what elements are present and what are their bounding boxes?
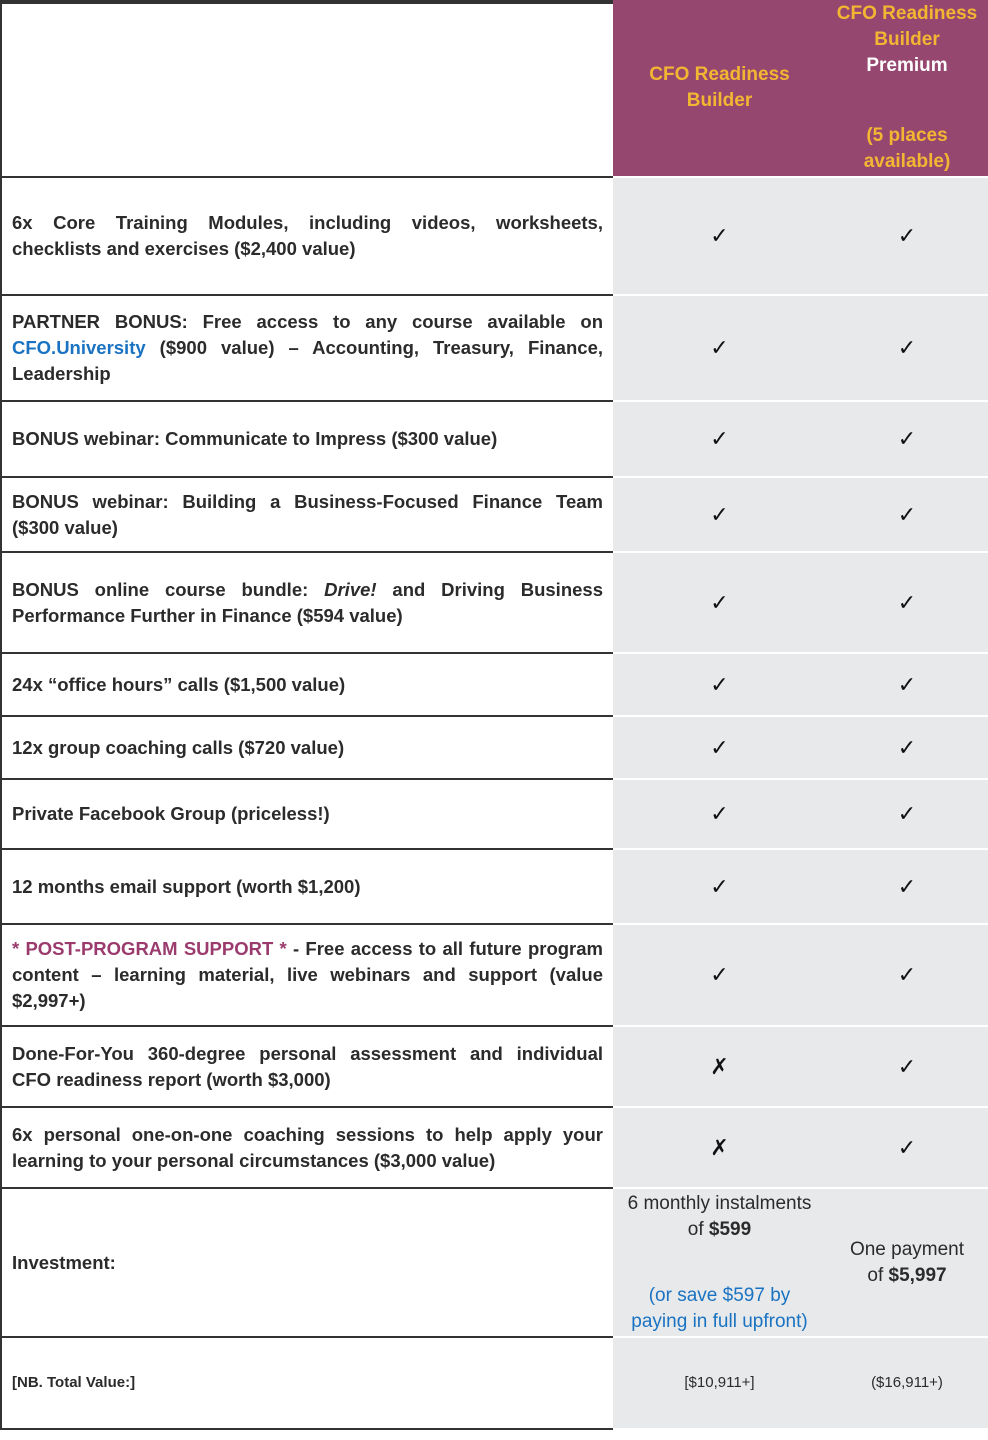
check-icon: ✓ — [897, 589, 917, 615]
feature-text: * POST-PROGRAM SUPPORT * — [12, 938, 287, 959]
plan-availability: (5 places available) — [863, 125, 951, 172]
savings-note: (or save $597 by paying in full upfront) — [631, 1284, 808, 1332]
standard-cell — [613, 478, 826, 553]
standard-cell — [613, 780, 826, 850]
total-value-row — [0, 1338, 988, 1430]
feature-cell — [0, 654, 613, 717]
cross-icon: ✗ — [710, 1134, 729, 1160]
cfo-university-link[interactable]: CFO.University — [12, 337, 146, 358]
feature-cell — [0, 178, 613, 296]
total-label: [NB. Total Value:] — [0, 1338, 613, 1430]
table-row — [0, 780, 988, 850]
check-icon: ✓ — [897, 962, 917, 987]
feature-text: 6x personal one-on-one coaching sessions to help apply your learning to your personal circumstances ($3,000 value) — [12, 1123, 603, 1171]
premium-cell — [826, 1027, 988, 1108]
feature-text: Private Facebook Group (priceless!) — [12, 803, 330, 824]
investment-label: Investment: — [0, 1189, 613, 1338]
header-plan-standard — [613, 0, 826, 178]
feature-cell — [0, 296, 613, 402]
feature-cell — [0, 1108, 613, 1189]
plan-tier: Premium — [866, 55, 948, 76]
feature-text: BONUS online course bundle: — [12, 578, 325, 600]
table-row — [0, 402, 988, 478]
check-icon: ✓ — [710, 426, 729, 451]
feature-text: 24x “office hours” calls ($1,500 value) — [12, 673, 346, 695]
check-icon: ✓ — [710, 501, 729, 527]
table-row — [0, 1108, 988, 1189]
feature-text: - Free access to all future program content – learning material, live webinars and support (value $2,997+) — [12, 938, 603, 1011]
feature-cell — [0, 717, 613, 780]
feature-cell — [0, 925, 613, 1027]
feature-cell — [0, 1027, 613, 1108]
premium-cell — [826, 553, 988, 654]
header-row — [0, 0, 988, 178]
table-row — [0, 553, 988, 654]
feature-text: PARTNER BONUS: Free access to any course available on — [12, 311, 603, 332]
investment-row — [0, 1189, 988, 1338]
feature-text: 12 months email support (worth $1,200) — [12, 875, 361, 897]
feature-text: 6x Core Training Modules, including videos, worksheets, checklists and exercises ($2,400 value) — [12, 212, 603, 259]
plan-name: CFO Readiness Builder — [649, 64, 790, 111]
check-icon: ✓ — [897, 671, 917, 697]
feature-text: BONUS webinar: Building a Business-Focused Finance Team ($300 value) — [12, 490, 603, 538]
feature-cell — [0, 553, 613, 654]
premium-cell — [826, 296, 988, 402]
check-icon: ✓ — [710, 801, 729, 826]
feature-text: ($900 value) – Accounting, Treasury, Finance, Leadership — [12, 337, 603, 384]
instalment-text: 6 monthly instalments of — [627, 1192, 812, 1240]
check-icon: ✓ — [710, 671, 729, 697]
premium-cell — [826, 402, 988, 478]
table-row — [0, 178, 988, 296]
table-row — [0, 478, 988, 553]
premium-cell — [826, 654, 988, 717]
table-row — [0, 1027, 988, 1108]
check-icon: ✓ — [710, 335, 729, 360]
feature-cell — [0, 478, 613, 553]
feature-text: Drive! — [324, 578, 377, 600]
table-row — [0, 717, 988, 780]
feature-text: BONUS webinar: Communicate to Impress ($300 value) — [12, 428, 498, 449]
standard-cell — [613, 553, 826, 654]
check-icon: ✓ — [710, 873, 729, 899]
payment-text: One payment of — [849, 1238, 965, 1286]
standard-cell — [613, 925, 826, 1027]
standard-cell — [613, 402, 826, 478]
feature-cell — [0, 850, 613, 925]
check-icon: ✓ — [897, 223, 917, 248]
premium-cell — [826, 780, 988, 850]
check-icon: ✓ — [897, 873, 917, 899]
table-row — [0, 850, 988, 925]
premium-cell — [826, 1108, 988, 1189]
header-empty-cell — [0, 0, 613, 178]
feature-cell — [0, 402, 613, 478]
check-icon: ✓ — [710, 962, 729, 987]
premium-cell — [826, 850, 988, 925]
premium-cell — [826, 925, 988, 1027]
standard-cell — [613, 654, 826, 717]
check-icon: ✓ — [897, 426, 917, 451]
payment-amount: $5,997 — [888, 1264, 947, 1286]
investment-premium — [826, 1189, 988, 1338]
standard-cell — [613, 717, 826, 780]
premium-cell — [826, 717, 988, 780]
table-row — [0, 654, 988, 717]
feature-text: 12x group coaching calls ($720 value) — [12, 736, 345, 758]
table-row — [0, 925, 988, 1027]
feature-text: Done-For-You 360-degree personal assessment and individual CFO readiness report (worth $3,000) — [12, 1042, 603, 1090]
check-icon: ✓ — [710, 734, 729, 760]
premium-cell — [826, 478, 988, 553]
table-row — [0, 296, 988, 402]
check-icon: ✓ — [710, 223, 729, 248]
standard-cell — [613, 178, 826, 296]
check-icon: ✓ — [897, 335, 917, 360]
check-icon: ✓ — [897, 501, 917, 527]
premium-cell — [826, 178, 988, 296]
total-premium: ($16,911+) — [826, 1338, 988, 1430]
instalment-amount: $599 — [708, 1218, 752, 1240]
total-standard: [$10,911+] — [613, 1338, 826, 1430]
cross-icon: ✗ — [710, 1053, 729, 1079]
standard-cell — [613, 296, 826, 402]
check-icon: ✓ — [897, 801, 917, 826]
check-icon: ✓ — [897, 734, 917, 760]
plan-name: CFO Readiness Builder — [836, 3, 978, 50]
standard-cell — [613, 1108, 826, 1189]
header-plan-premium — [826, 0, 988, 178]
feature-text: and Driving Business Performance Further in Finance ($594 value) — [12, 578, 603, 626]
investment-standard — [613, 1189, 826, 1338]
check-icon: ✓ — [897, 1053, 917, 1079]
check-icon: ✓ — [897, 1134, 917, 1160]
standard-cell — [613, 1027, 826, 1108]
standard-cell — [613, 850, 826, 925]
feature-cell — [0, 780, 613, 850]
check-icon: ✓ — [710, 589, 729, 615]
